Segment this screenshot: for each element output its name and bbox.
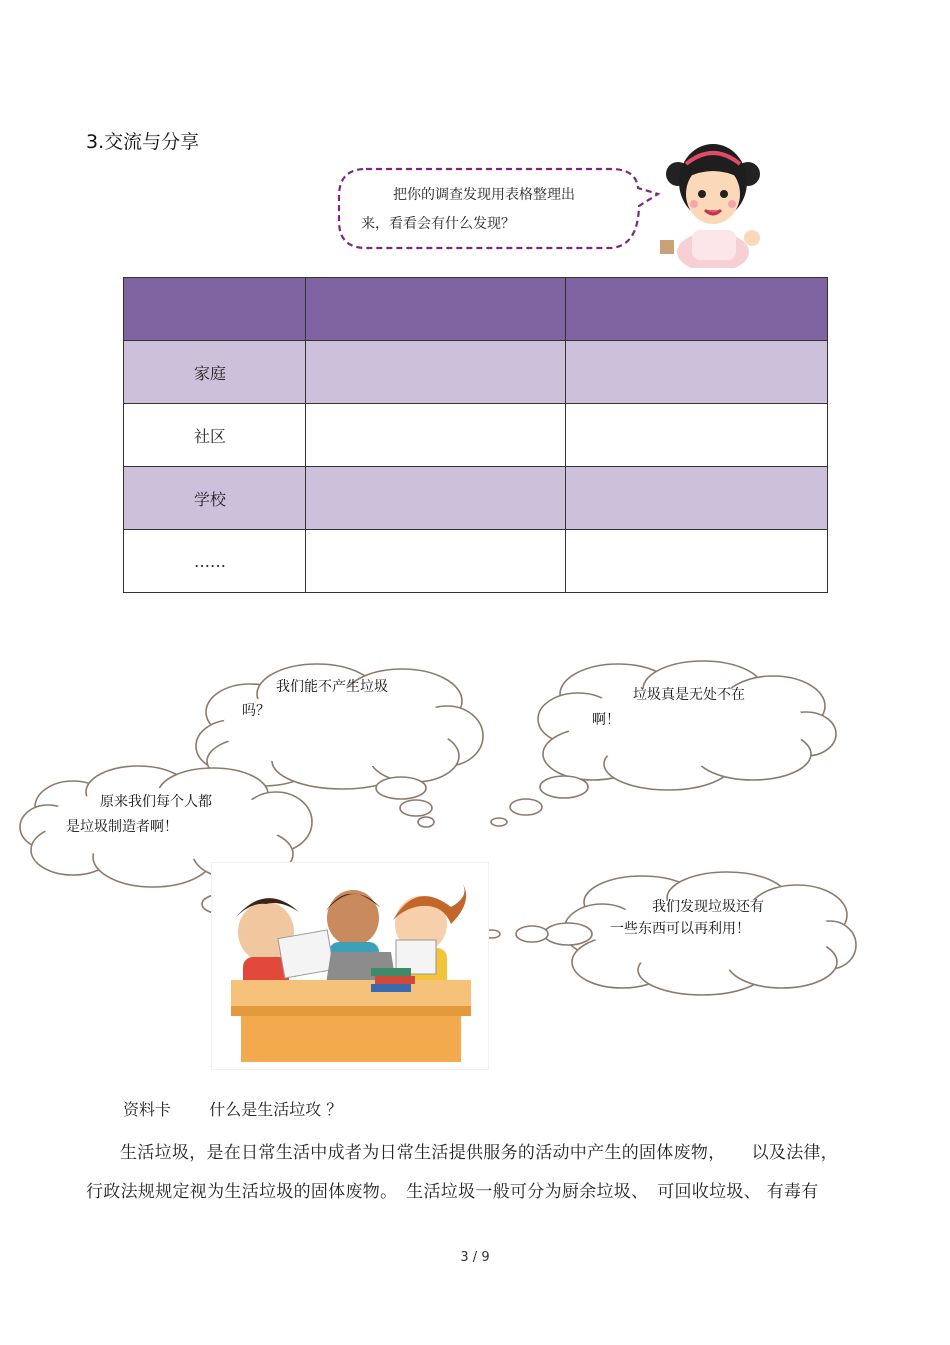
table-header-row	[124, 278, 828, 341]
table-header-cell	[566, 278, 828, 341]
table-cell	[306, 404, 566, 467]
table-cell	[306, 467, 566, 530]
speech-line-1: 把你的调查发现用表格整理出	[393, 187, 575, 203]
row-label-school: 学校	[124, 467, 306, 530]
speech-bubble	[336, 166, 666, 252]
info-card-label: 资料卡	[123, 1100, 172, 1119]
thought-1-line-2: 吗？	[242, 703, 270, 719]
speech-bubble-outline	[336, 166, 666, 252]
cloud-shape	[488, 654, 840, 829]
table-cell	[306, 341, 566, 404]
table-cell	[306, 530, 566, 593]
paragraph-line-1: 生活垃圾，是在日常生活中成者为日常生活提供服务的活动中产生的固体废物， 以及法律，	[120, 1143, 839, 1163]
info-card-question: 什么是生活垃攻 ？	[209, 1100, 343, 1119]
section-title: 3.交流与分享	[86, 131, 200, 153]
thought-cloud-2	[488, 654, 840, 829]
children-at-desk-illustration	[211, 862, 489, 1070]
table-cell	[566, 404, 828, 467]
table-header-cell	[306, 278, 566, 341]
row-label-etc: ……	[124, 530, 306, 593]
table-row	[124, 530, 828, 593]
table-cell	[566, 467, 828, 530]
paragraph-line-2: 行政法规规定视为生活垃圾的固体废物。 生活垃圾一般可分为厨余垃圾、 可回收垃圾、 有毒有	[86, 1182, 819, 1202]
thought-cloud-4	[482, 870, 862, 1000]
thought-2-line-1: 垃圾真是无处不在	[633, 687, 745, 703]
table-cell	[566, 341, 828, 404]
row-label-family: 家庭	[124, 341, 306, 404]
thought-3-line-1: 原来我们每个人都	[100, 794, 212, 810]
table-cell	[566, 530, 828, 593]
table-row	[124, 467, 828, 530]
page-number: 3 / 9	[460, 1250, 490, 1265]
thought-4-line-2: 一些东西可以再利用！	[610, 921, 750, 937]
table-header-cell	[124, 278, 306, 341]
row-label-community: 社区	[124, 404, 306, 467]
table-row	[124, 404, 828, 467]
thought-3-line-2: 是垃圾制造者啊！	[66, 819, 178, 835]
thought-2-line-2: 啊！	[592, 712, 620, 728]
speech-line-2: 来，看看会有什么发现？	[361, 216, 515, 232]
thought-4-line-1: 我们发现垃圾还有	[652, 899, 764, 915]
info-card-heading	[123, 1097, 342, 1120]
table-row	[124, 341, 828, 404]
survey-table	[123, 277, 828, 593]
girl-illustration	[652, 134, 774, 268]
thought-1-line-1: 我们能不产生垃圾	[276, 679, 388, 695]
